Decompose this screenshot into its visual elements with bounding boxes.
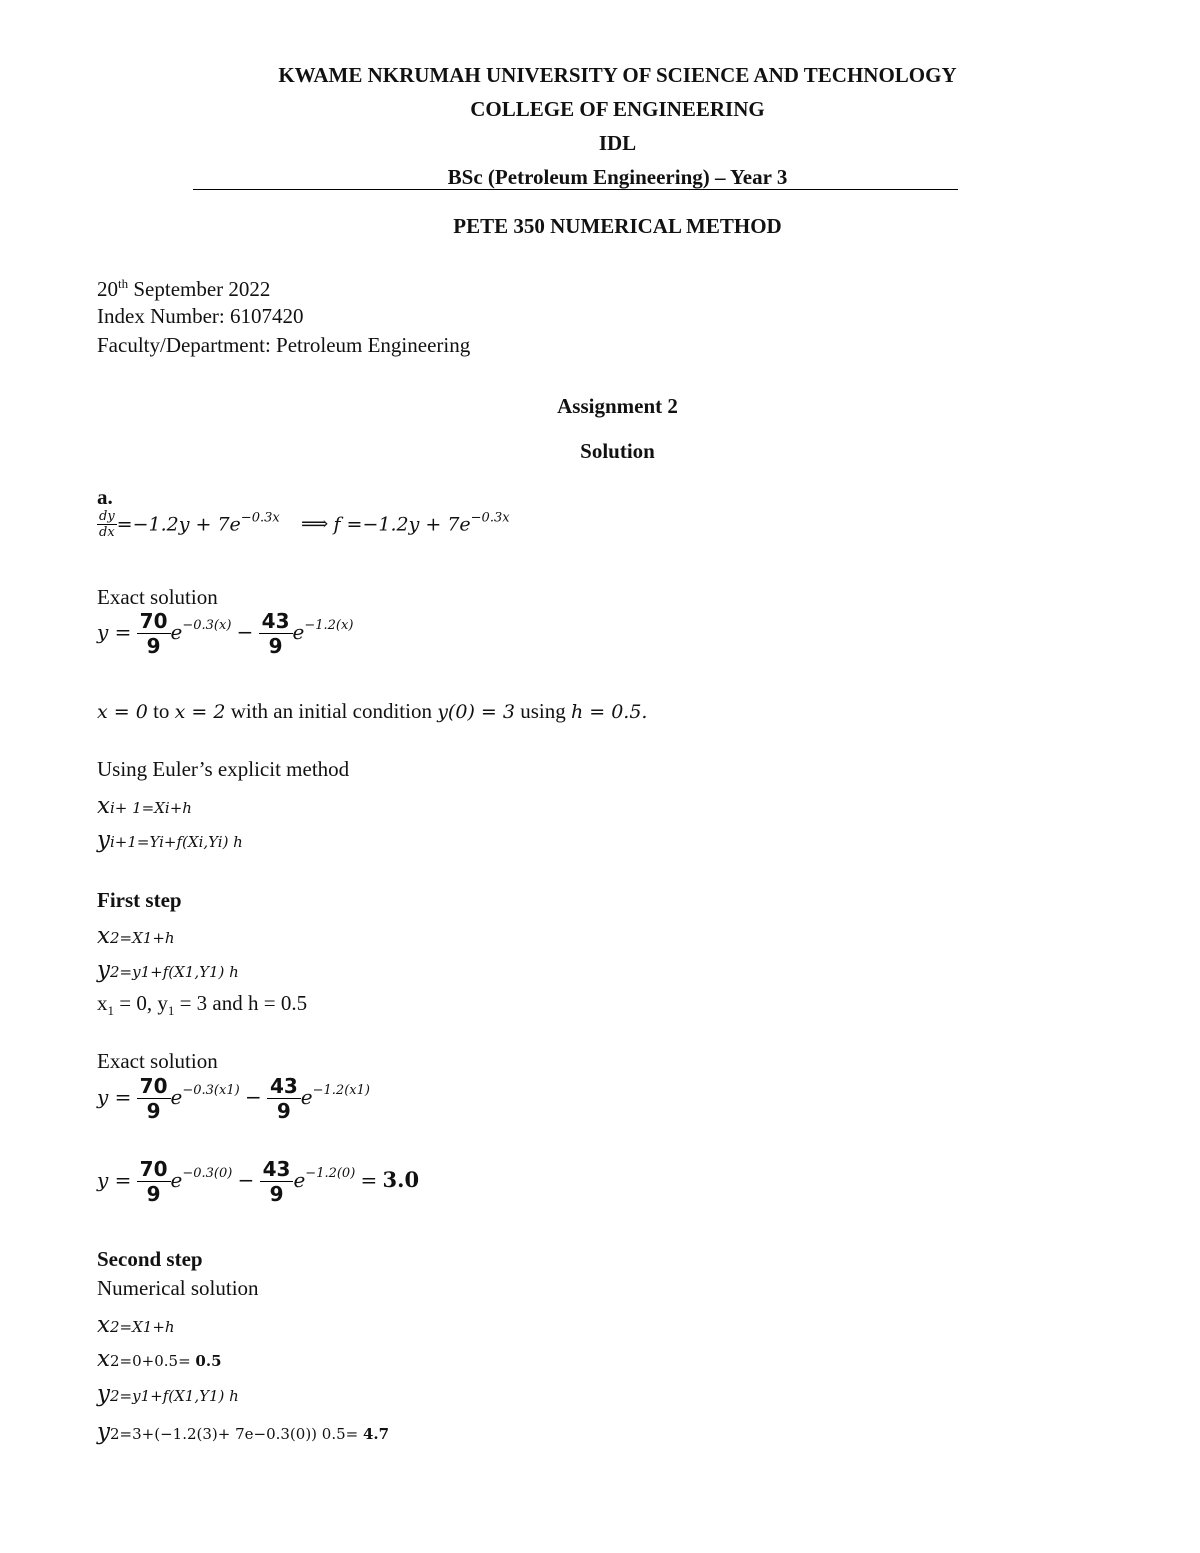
- first-step-y-formula: y2=y1+f(X1,Y1) h: [97, 957, 239, 983]
- second-step-label: Second step: [97, 1247, 203, 1271]
- university-name: KWAME NKRUMAH UNIVERSITY OF SCIENCE AND TECHNOLOGY: [278, 63, 957, 87]
- range-condition: x = 0 to x = 2 with an initial condition y(0) = 3 using h = 0.5.: [97, 699, 648, 723]
- first-step-x-formula: x2=X1+h: [97, 923, 175, 949]
- y2-result: 4.7: [363, 1425, 390, 1443]
- numerical-solution-label: Numerical solution: [97, 1276, 259, 1300]
- unit-name: IDL: [598, 131, 637, 155]
- second-step-x-formula: x2=X1+h: [97, 1312, 175, 1338]
- euler-method-label: Using Euler’s explicit method: [97, 757, 350, 781]
- ode-equation: $\frac{dy}{dx}$ $=-1.2y + 7e^{-0.3x}$ ⟹ $f =-1.2y + 7e^{-0.3x}$: [99, 509, 510, 541]
- assignment-title: Assignment 2: [557, 394, 678, 418]
- date-rest: September 2022: [128, 277, 271, 301]
- euler-y-formula: yi+1=Yi+f(Xi,Yi) h: [97, 827, 243, 853]
- first-step-label: First step: [97, 888, 182, 912]
- fraction-43-9: $\frac{43}{9}$: [259, 610, 293, 658]
- first-step-exact-evaluated: y = $\frac{70}{9}$ $e^{-0.3(0)}$ − $\frac{43}{9}$ $e^{-1.2(0)} = 3.0$: [97, 1157, 420, 1206]
- first-step-result: 3.0: [382, 1166, 420, 1192]
- index-number: Index Number: 6107420: [97, 304, 304, 328]
- date-day: 20: [97, 277, 118, 301]
- x2-result: 0.5: [195, 1352, 222, 1370]
- exact-solution-equation: y = $\frac{70}{9}$ $e^{-0.3(x)}$ − $\frac{43}{9}$ $e^{-1.2(x)}$: [97, 609, 354, 658]
- dy-dx-fraction: $\frac{dy}{dx}$: [99, 509, 115, 541]
- part-a-label: a.: [97, 485, 113, 509]
- second-step-x-value: x2=0+0.5= 0.5: [97, 1346, 222, 1372]
- solution-title: Solution: [580, 439, 655, 463]
- exact-solution-label: Exact solution: [97, 585, 218, 609]
- header-divider: [193, 189, 958, 190]
- second-step-y-value: y2=3+(−1.2(3)+ 7e−0.3(0)) 0.5= 4.7: [97, 1419, 390, 1445]
- second-step-y-formula: y2=y1+f(X1,Y1) h: [97, 1381, 239, 1407]
- college-name: COLLEGE OF ENGINEERING: [470, 97, 765, 121]
- date-suffix: th: [118, 276, 129, 291]
- euler-x-formula: xi+ 1=Xi+h: [97, 793, 192, 819]
- fraction-70-9: $\frac{70}{9}$: [137, 610, 171, 658]
- date-line: [97, 276, 270, 302]
- first-step-exact-equation: y = $\frac{70}{9}$ $e^{-0.3(x1)}$ − $\frac{43}{9}$ $e^{-1.2(x1)}$: [97, 1074, 370, 1123]
- programme-name: BSc (Petroleum Engineering) – Year 3: [447, 165, 788, 189]
- first-step-exact-label: Exact solution: [97, 1049, 218, 1073]
- course-title: PETE 350 NUMERICAL METHOD: [453, 214, 782, 238]
- faculty-line: Faculty/Department: Petroleum Engineering: [97, 333, 471, 357]
- initial-values: $x_1 = 0$, $y_1 = 3$ and h = 0.5: [97, 991, 308, 1019]
